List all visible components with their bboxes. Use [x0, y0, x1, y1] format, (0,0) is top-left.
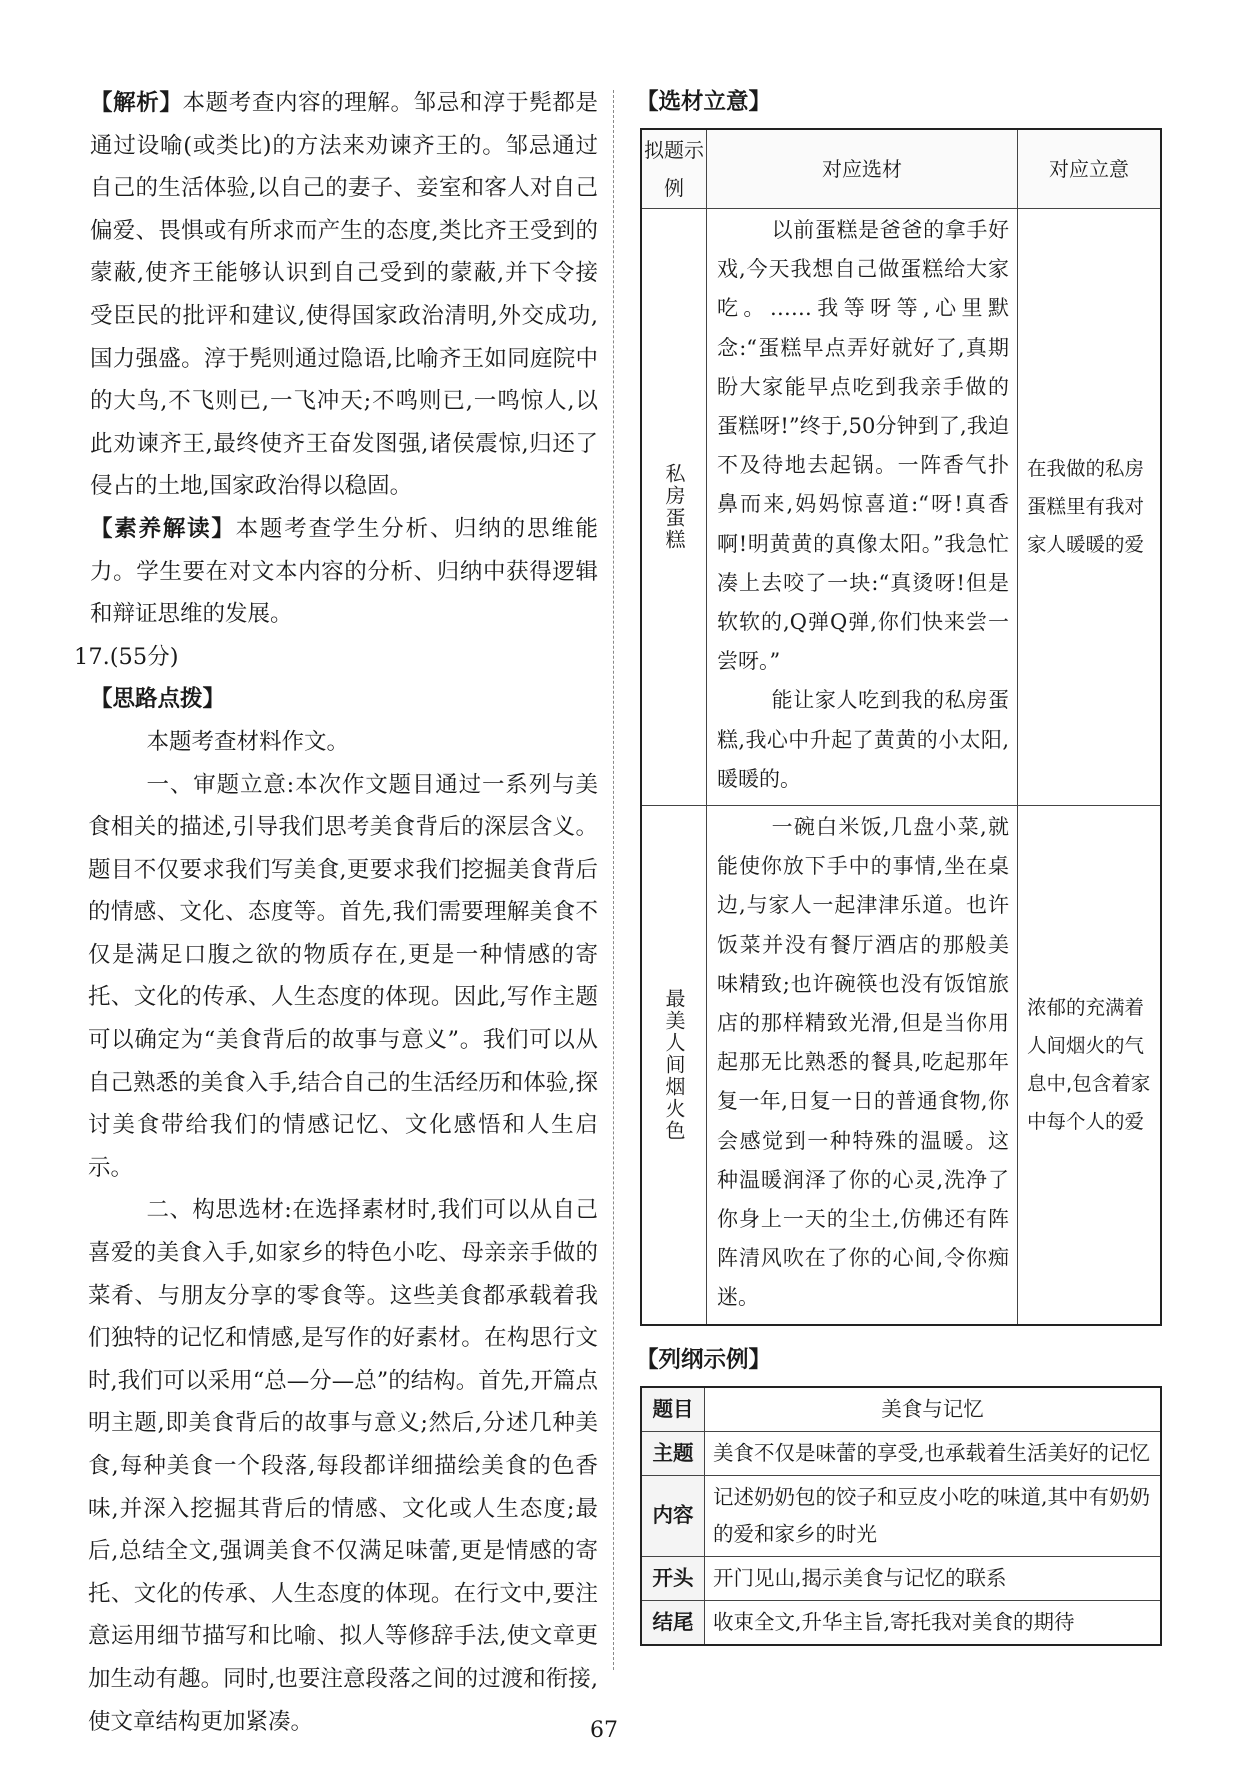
row-idea: 浓郁的充满着人间烟火的气息中,包含着家中每个人的爱: [1027, 995, 1151, 1133]
literacy-text: 本题考查学生分析、归纳的思维能力。学生要在对文本内容的分析、归纳中获得逻辑和辩证思维的发展。: [90, 515, 598, 628]
material-section-title: 【选材立意】: [636, 89, 772, 115]
row-material-cell: [707, 209, 1018, 806]
table-row: [641, 806, 1161, 1325]
table-row: [641, 1431, 1161, 1475]
row-title: 私房蛋糕: [662, 463, 686, 552]
hint-tag: 【思路点拨】: [90, 686, 226, 713]
table-row: [641, 1600, 1161, 1645]
table-row: [641, 1475, 1161, 1556]
outline-section-title: 【列纲示例】: [636, 1346, 772, 1373]
outline-value: 收束全文,升华主旨,寄托我对美食的期待: [705, 1600, 1162, 1645]
outline-table: [640, 1386, 1162, 1646]
left-column: [74, 82, 598, 1743]
outline-label: 主题: [641, 1431, 705, 1475]
hint-heading: [88, 678, 598, 721]
right-column: [636, 82, 1162, 1646]
row-title-cell: [641, 209, 707, 806]
outline-label: 题目: [641, 1387, 705, 1432]
row-title: 最美人间烟火色: [662, 987, 686, 1142]
table-row: [641, 209, 1161, 806]
analysis-paragraph: [88, 82, 598, 508]
row-idea-cell: [1018, 806, 1162, 1325]
header-title-example: 拟题示例: [641, 129, 707, 209]
outline-value: 美食不仅是味蕾的享受,也承载着生活美好的记忆: [705, 1431, 1162, 1475]
material-paragraph: 能让家人吃到我的私房蛋糕,我心中升起了黄黄的小太阳,暖暖的。: [717, 688, 1009, 791]
analysis-text: 本题考查内容的理解。邹忌和淳于髡都是通过设喻(或类比)的方法来劝谏齐王的。邹忌通过自己的生活体验,以自己的妻子、妾室和客人对自己偏爱、畏惧或有所求而产生的态度,类比齐王受到的蒙蔽,使齐王能够认识到自己受到的蒙蔽,并下令接受臣民的批评和建议,使得国家政治清明,外交成功,国力强盛。淳于髡则通过隐语,比喻齐王如同庭院中的大鸟,不飞则已,一飞冲天;不鸣则已,一鸣惊人,以此劝谏齐王,最终使齐王奋发图强,诸侯震惊,归还了侵占的土地,国家政治得以稳固。: [90, 90, 598, 500]
row-material-cell: [707, 806, 1018, 1325]
outline-label: 结尾: [641, 1600, 705, 1645]
row-title-cell: [641, 806, 707, 1325]
page-number: 67: [590, 1718, 618, 1743]
header-material: 对应选材: [707, 129, 1018, 209]
literacy-tag: 【素养解读】: [90, 515, 236, 542]
analysis-tag: 【解析】: [90, 90, 183, 116]
outline-label: 内容: [641, 1475, 705, 1556]
material-table: [640, 128, 1162, 1326]
column-divider: [613, 90, 614, 1670]
material-paragraph: 以前蛋糕是爸爸的拿手好戏,今天我想自己做蛋糕给大家吃。……我等呀等,心里默念:“蛋糕早点弄好就好了,真期盼大家能早点吃到我亲手做的蛋糕呀!”终于,50分钟到了,我迫不及待地去起锅。一阵香气扑鼻而来,妈妈惊喜道:“呀!真香啊!明黄黄的真像太阳。”我急忙凑上去咬了一块:“真烫呀!但是软软的,Q弹Q弹,你们快来尝一尝呀。”: [717, 218, 1009, 674]
outline-label: 开头: [641, 1556, 705, 1600]
hint-paragraph-1: 本题考查材料作文。: [146, 728, 350, 755]
row-idea: 在我做的私房蛋糕里有我对家人暖暖的爱: [1027, 457, 1145, 557]
outline-value: 记述奶奶包的饺子和豆皮小吃的味道,其中有奶奶的爱和家乡的时光: [705, 1475, 1162, 1556]
literacy-paragraph: [88, 508, 598, 636]
table-row: [641, 1556, 1161, 1600]
table-row: [641, 1387, 1161, 1432]
outline-value: 美食与记忆: [705, 1387, 1162, 1432]
material-paragraph: 一碗白米饭,几盘小菜,就能使你放下手中的事情,坐在桌边,与家人一起津津乐道。也许饭菜并没有餐厅酒店的那般美味精致;也许碗筷也没有饭馆旅店的那样精致光滑,但是当你用起那无比熟悉的餐具,吃起那年复一年,日复一日的普通食物,你会感觉到一种特殊的温暖。这种温暖润泽了你的心灵,洗净了你身上一天的尘土,仿佛还有阵阵清风吹在了你的心间,令你痴迷。: [717, 815, 1009, 1310]
outline-value: 开门见山,揭示美食与记忆的联系: [705, 1556, 1162, 1600]
hint-paragraph-2: 一、审题立意:本次作文题目通过一系列与美食相关的描述,引导我们思考美食背后的深层含义。题目不仅要求我们写美食,更要求我们挖掘美食背后的情感、文化、态度等。首先,我们需要理解美食不仅是满足口腹之欲的物质存在,更是一种情感的寄托、文化的传承、人生态度的体现。因此,写作主题可以确定为“美食背后的故事与意义”。我们可以从自己熟悉的美食入手,结合自己的生活经历和体验,探讨美食带给我们的情感记忆、文化感悟和人生启示。: [88, 771, 598, 1181]
hint-paragraph-3: 二、构思选材:在选择素材时,我们可以从自己喜爱的美食入手,如家乡的特色小吃、母亲亲手做的菜肴、与朋友分享的零食等。这些美食都承载着我们独特的记忆和情感,是写作的好素材。在构思行文时,我们可以采用“总—分—总”的结构。首先,开篇点明主题,即美食背后的故事与意义;然后,分述几种美食,每种美食一个段落,每段都详细描绘美食的色香味,并深入挖掘其背后的情感、文化或人生态度;最后,总结全文,强调美食不仅满足味蕾,更是情感的寄托、文化的传承、人生态度的体现。在行文中,要注意运用细节描写和比喻、拟人等修辞手法,使文章更加生动有趣。同时,也要注意段落之间的过渡和衔接,使文章结构更加紧凑。: [88, 1197, 598, 1735]
row-idea-cell: [1018, 209, 1162, 806]
material-table-header: [641, 129, 1161, 209]
question-number: 17.(55分): [74, 643, 179, 670]
header-idea: 对应立意: [1018, 129, 1162, 209]
